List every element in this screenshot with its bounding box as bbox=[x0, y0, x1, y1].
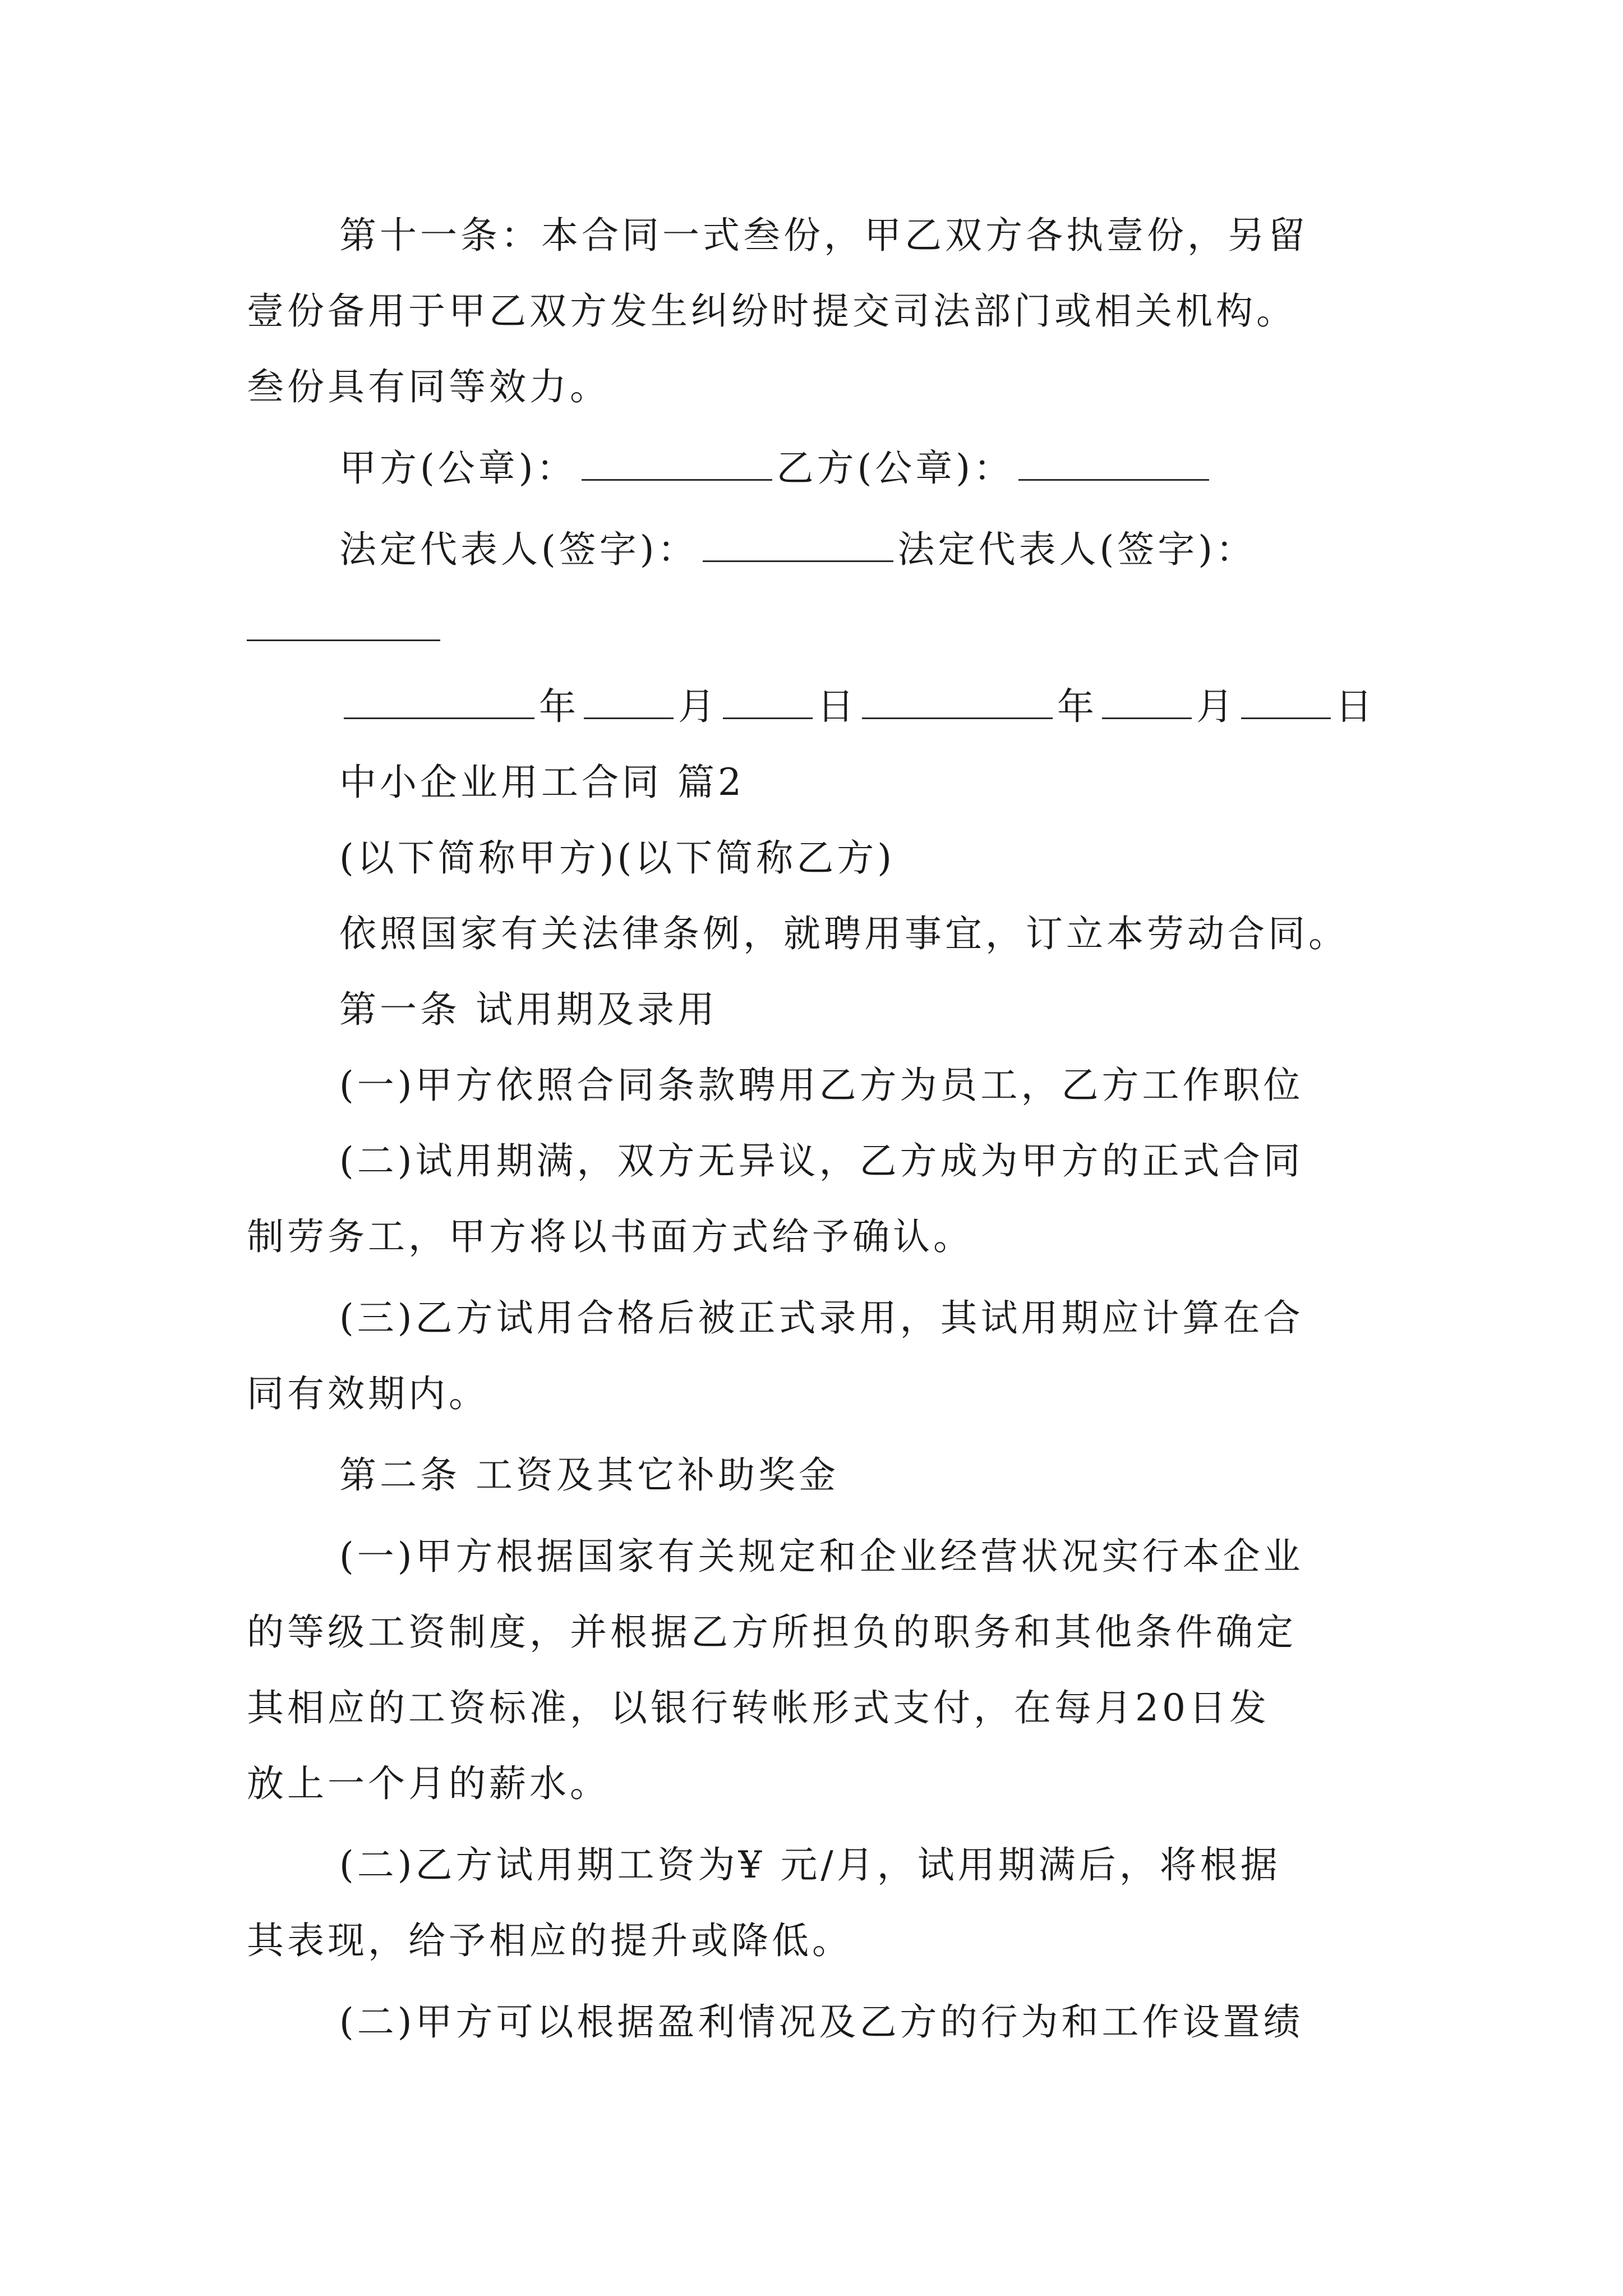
date-b-year-label: 年 bbox=[1057, 685, 1098, 728]
section-title: 中小企业用工合同 篇2 bbox=[339, 761, 745, 804]
seal-line bbox=[339, 443, 1214, 494]
date-line bbox=[339, 682, 1376, 732]
preamble: 依照国家有关法律条例，就聘用事宜，订立本劳动合同。 bbox=[339, 912, 1349, 955]
article-1-title: 第一条 试用期及录用 bbox=[339, 988, 718, 1031]
date-a-day-label: 日 bbox=[817, 685, 857, 728]
article-1-clause-3-line-1: (三)乙方试用合格后被正式录用，其试用期应计算在合 bbox=[339, 1296, 1304, 1340]
party-a-representative-label: 法定代表人(签字)： bbox=[339, 528, 698, 571]
article-2-clause-1-line-4: 放上一个月的薪水。 bbox=[247, 1762, 610, 1805]
date-b-day-label: 日 bbox=[1335, 685, 1376, 728]
party-b-seal-blank bbox=[1018, 447, 1209, 481]
party-b-seal-label: 乙方(公章)： bbox=[776, 447, 1014, 490]
article-2-clause-1-line-3: 其相应的工资标准，以银行转帐形式支付，在每月20日发 bbox=[247, 1686, 1270, 1729]
article-1-clause-3-line-2: 同有效期内。 bbox=[247, 1372, 489, 1415]
party-b-representative-blank bbox=[247, 639, 440, 641]
date-a-year-blank bbox=[344, 685, 534, 719]
party-a-seal-label: 甲方(公章)： bbox=[339, 447, 577, 490]
date-b-month-blank bbox=[1102, 685, 1192, 719]
party-a-representative-blank bbox=[703, 528, 893, 562]
article-2-clause-2-line-1: (二)乙方试用期工资为¥ 元/月，试用期满后，将根据 bbox=[339, 1843, 1281, 1887]
paragraph-article-11-line-1: 第十一条：本合同一式叁份，甲乙双方各执壹份，另留 bbox=[339, 214, 1308, 257]
article-2-clause-2-line-2: 其表现，给予相应的提升或降低。 bbox=[247, 1919, 852, 1962]
parties-line: (以下简称甲方)(以下简称乙方) bbox=[339, 836, 895, 880]
article-2-clause-1-line-1: (一)甲方根据国家有关规定和企业经营状况实行本企业 bbox=[339, 1535, 1304, 1578]
date-a-month-blank bbox=[584, 685, 674, 719]
date-b-day-blank bbox=[1241, 685, 1331, 719]
representative-line bbox=[339, 524, 1256, 575]
party-b-representative-label: 法定代表人(签字)： bbox=[897, 528, 1256, 571]
date-a-month-label: 月 bbox=[678, 685, 718, 728]
article-2-title: 第二条 工资及其它补助奖金 bbox=[339, 1453, 839, 1497]
article-1-clause-2-line-2: 制劳务工，甲方将以书面方式给予确认。 bbox=[247, 1215, 974, 1258]
article-2-clause-1-line-2: 的等级工资制度，并根据乙方所担负的职务和其他条件确定 bbox=[247, 1611, 1297, 1654]
date-b-month-label: 月 bbox=[1196, 685, 1237, 728]
article-2-clause-3-line-1: (二)甲方可以根据盈利情况及乙方的行为和工作设置绩 bbox=[339, 2000, 1304, 2044]
article-1-clause-2-line-1: (二)试用期满，双方无异议，乙方成为甲方的正式合同 bbox=[339, 1139, 1304, 1182]
paragraph-article-11-line-2: 壹份备用于甲乙双方发生纠纷时提交司法部门或相关机构。 bbox=[247, 289, 1297, 333]
party-a-seal-blank bbox=[582, 447, 772, 481]
paragraph-article-11-line-3: 叁份具有同等效力。 bbox=[247, 365, 610, 408]
article-1-clause-1: (一)甲方依照合同条款聘用乙方为员工，乙方工作职位 bbox=[339, 1064, 1304, 1107]
date-a-year-label: 年 bbox=[539, 685, 579, 728]
date-b-year-blank bbox=[862, 685, 1053, 719]
date-a-day-blank bbox=[723, 685, 813, 719]
